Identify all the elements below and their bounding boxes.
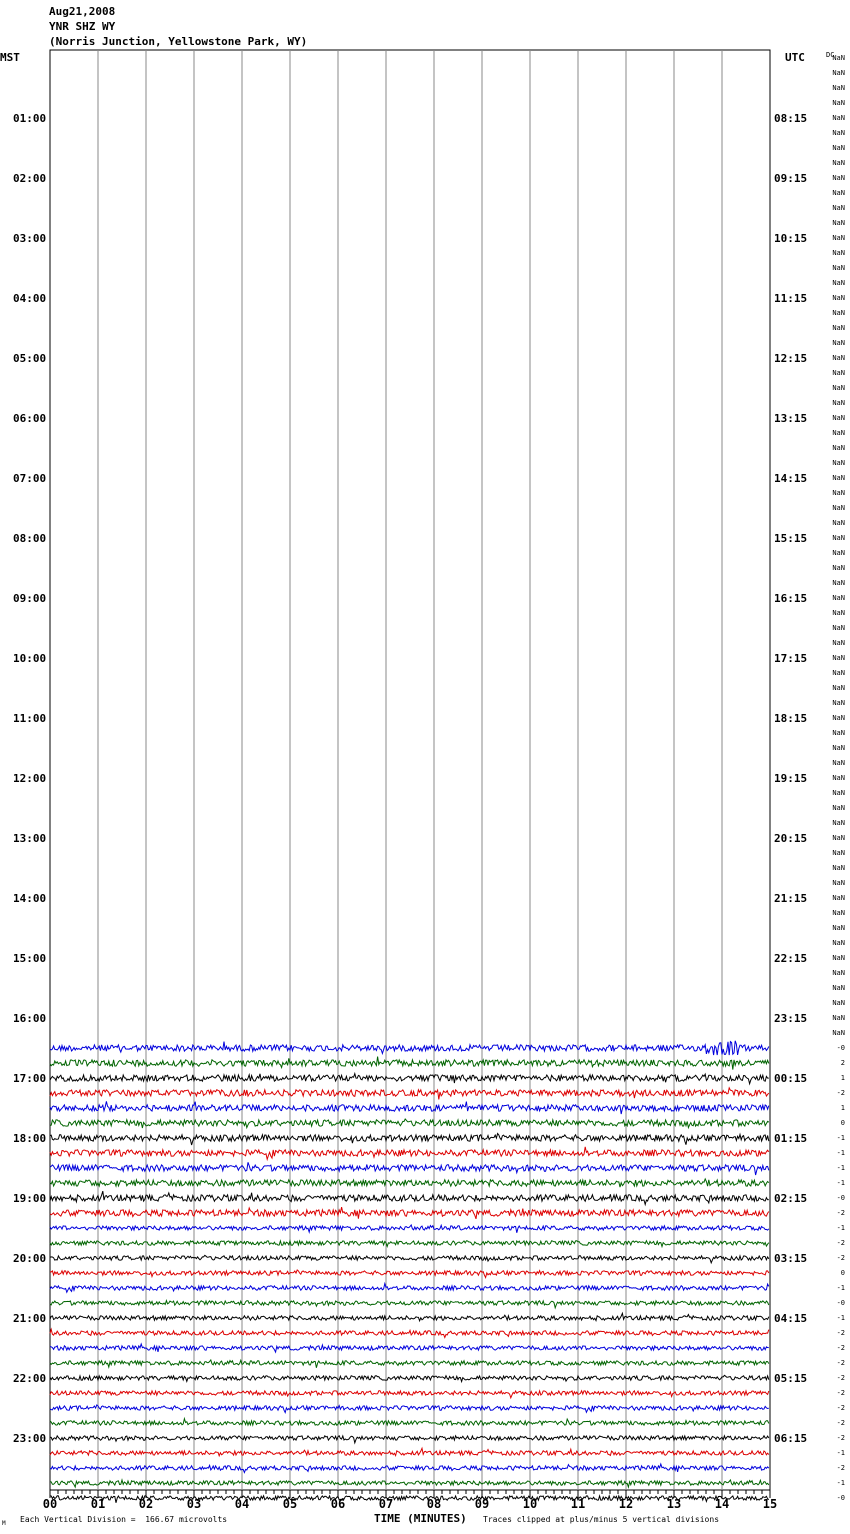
seismic-trace (50, 1241, 769, 1247)
dc-offset-value: NaN (832, 459, 845, 467)
mst-hour-label: 23:00 (13, 1432, 47, 1445)
dc-offset-value: NaN (832, 384, 845, 392)
x-tick-label: 02 (138, 1497, 154, 1511)
dc-offset-value: NaN (832, 309, 845, 317)
mst-hour-label: 02:00 (13, 172, 47, 185)
seismic-trace (50, 1270, 769, 1278)
dc-offset-value: NaN (832, 159, 845, 167)
dc-offset-value: NaN (832, 729, 845, 737)
utc-hour-label: 19:15 (774, 772, 808, 785)
dc-offset-value: 2 (840, 1059, 845, 1067)
dc-offset-value: NaN (832, 369, 845, 377)
seismic-trace (50, 1496, 769, 1503)
seismic-trace (50, 1255, 769, 1263)
dc-offset-value: -1 (836, 1134, 845, 1142)
mst-hour-label: 18:00 (13, 1132, 47, 1145)
dc-offset-value: NaN (832, 654, 845, 662)
dc-offset-value: NaN (832, 264, 845, 272)
left-axis-label: MST (0, 51, 20, 64)
seismic-trace (50, 1464, 769, 1473)
seismic-trace (50, 1191, 769, 1204)
utc-hour-label: 15:15 (774, 532, 808, 545)
dc-offset-value: -0 (836, 1494, 845, 1502)
dc-offset-value: NaN (832, 339, 845, 347)
mst-hour-label: 20:00 (13, 1252, 47, 1265)
seismic-trace (50, 1041, 769, 1055)
mst-hour-label: 21:00 (13, 1312, 47, 1325)
dc-offset-value: -1 (836, 1149, 845, 1157)
dc-offset-value: -1 (836, 1179, 845, 1187)
dc-offset-value: NaN (832, 1029, 845, 1037)
dc-offset-value: NaN (832, 804, 845, 812)
x-tick-label: 12 (618, 1497, 634, 1511)
utc-hour-label: 09:15 (774, 172, 808, 185)
dc-offset-value: -1 (836, 1314, 845, 1322)
dc-offset-value: NaN (832, 249, 845, 257)
utc-hour-label: 08:15 (774, 112, 808, 125)
dc-offset-value: 0 (840, 1269, 845, 1277)
dc-offset-value: NaN (832, 699, 845, 707)
dc-offset-value: 1 (840, 1104, 845, 1112)
x-tick-label: 14 (714, 1497, 730, 1511)
seismic-trace (50, 1101, 769, 1114)
utc-hour-label: 21:15 (774, 892, 808, 905)
x-tick-label: 10 (522, 1497, 538, 1511)
utc-hour-label: 13:15 (774, 412, 808, 425)
mst-hour-label: 14:00 (13, 892, 47, 905)
dc-offset-value: NaN (832, 474, 845, 482)
dc-offset-value: NaN (832, 864, 845, 872)
dc-label: DC (826, 51, 835, 59)
mst-hour-label: 08:00 (13, 532, 47, 545)
utc-hour-label: 05:15 (774, 1372, 808, 1385)
dc-offset-value: NaN (832, 774, 845, 782)
seismic-trace (50, 1448, 769, 1456)
dc-offset-value: -1 (836, 1479, 845, 1487)
location-label: (Norris Junction, Yellowstone Park, WY) (49, 35, 308, 48)
utc-hour-label: 03:15 (774, 1252, 808, 1265)
x-tick-label: 05 (282, 1497, 298, 1511)
x-tick-label: 03 (186, 1497, 202, 1511)
mst-hour-label: 09:00 (13, 592, 47, 605)
mst-hour-label: 06:00 (13, 412, 47, 425)
dc-offset-value: NaN (832, 1014, 845, 1022)
dc-offset-value: NaN (832, 204, 845, 212)
dc-offset-value: NaN (832, 504, 845, 512)
dc-offset-value: NaN (832, 444, 845, 452)
dc-offset-value: NaN (832, 129, 845, 137)
seismic-trace (50, 1057, 769, 1070)
utc-hour-label: 01:15 (774, 1132, 808, 1145)
utc-hour-label: 22:15 (774, 952, 808, 965)
dc-offset-value: NaN (832, 489, 845, 497)
dc-offset-value: NaN (832, 894, 845, 902)
dc-offset-value: NaN (832, 579, 845, 587)
x-axis-title: TIME (MINUTES) (374, 1512, 467, 1525)
mst-hour-label: 01:00 (13, 112, 47, 125)
dc-offset-value: NaN (832, 234, 845, 242)
dc-offset-value: NaN (832, 669, 845, 677)
dc-offset-value: -0 (836, 1194, 845, 1202)
dc-offset-value: NaN (832, 909, 845, 917)
mst-hour-label: 05:00 (13, 352, 47, 365)
seismic-trace (50, 1162, 769, 1175)
mst-hour-label: 15:00 (13, 952, 47, 965)
dc-offset-value: NaN (832, 54, 845, 62)
dc-offset-value: -2 (836, 1344, 845, 1352)
dc-offset-value: -2 (836, 1089, 845, 1097)
dc-offset-value: NaN (832, 819, 845, 827)
dc-offset-value: NaN (832, 939, 845, 947)
clip-note: Traces clipped at plus/minus 5 vertical divisions (483, 1515, 720, 1524)
mst-hour-label: 22:00 (13, 1372, 47, 1385)
seismic-trace (50, 1344, 769, 1352)
utc-hour-label: 17:15 (774, 652, 808, 665)
seismic-trace (50, 1405, 769, 1413)
utc-hour-label: 16:15 (774, 592, 808, 605)
seismic-trace (50, 1225, 769, 1233)
dc-offset-value: NaN (832, 789, 845, 797)
dc-offset-value: -2 (836, 1209, 845, 1217)
dc-offset-value: NaN (832, 564, 845, 572)
utc-hour-label: 00:15 (774, 1072, 808, 1085)
seismic-trace (50, 1329, 769, 1337)
x-tick-label: 13 (666, 1497, 682, 1511)
mst-hour-label: 17:00 (13, 1072, 47, 1085)
dc-offset-value: NaN (832, 999, 845, 1007)
mst-hour-label: 03:00 (13, 232, 47, 245)
dc-offset-value: -2 (836, 1239, 845, 1247)
dc-offset-value: NaN (832, 624, 845, 632)
dc-offset-value: -1 (836, 1449, 845, 1457)
x-tick-label: 08 (426, 1497, 442, 1511)
utc-hour-label: 02:15 (774, 1192, 808, 1205)
x-tick-label: 11 (570, 1497, 586, 1511)
dc-offset-value: -2 (836, 1464, 845, 1472)
utc-hour-label: 10:15 (774, 232, 808, 245)
right-axis-label: UTC (785, 51, 805, 64)
dc-offset-value: -2 (836, 1389, 845, 1397)
mst-hour-label: 10:00 (13, 652, 47, 665)
station-label: YNR SHZ WY (49, 20, 116, 33)
mst-hour-label: 12:00 (13, 772, 47, 785)
seismic-trace (50, 1179, 769, 1187)
dc-offset-value: NaN (832, 954, 845, 962)
dc-offset-value: -0 (836, 1299, 845, 1307)
dc-offset-value: NaN (832, 924, 845, 932)
seismic-trace (50, 1419, 769, 1426)
utc-hour-label: 12:15 (774, 352, 808, 365)
dc-offset-value: NaN (832, 414, 845, 422)
seismic-trace (50, 1480, 769, 1487)
dc-offset-value: -2 (836, 1359, 845, 1367)
x-tick-label: 07 (378, 1497, 394, 1511)
dc-offset-value: -1 (836, 1284, 845, 1292)
seismic-trace (50, 1284, 769, 1293)
dc-offset-value: NaN (832, 714, 845, 722)
seismic-trace (50, 1360, 769, 1368)
dc-offset-value: NaN (832, 744, 845, 752)
utc-hour-label: 18:15 (774, 712, 808, 725)
date-label: Aug21,2008 (49, 5, 116, 18)
dc-offset-value: 0 (840, 1119, 845, 1127)
x-tick-label: 04 (234, 1497, 250, 1511)
dc-offset-value: NaN (832, 759, 845, 767)
dc-offset-value: -2 (836, 1419, 845, 1427)
dc-offset-value: NaN (832, 324, 845, 332)
mst-hour-label: 16:00 (13, 1012, 47, 1025)
seismic-trace (50, 1088, 769, 1100)
dc-offset-value: NaN (832, 849, 845, 857)
dc-offset-value: -0 (836, 1044, 845, 1052)
mst-hour-label: 04:00 (13, 292, 47, 305)
dc-offset-value: NaN (832, 429, 845, 437)
dc-offset-value: NaN (832, 834, 845, 842)
dc-offset-value: NaN (832, 84, 845, 92)
seismic-trace (50, 1375, 769, 1381)
x-tick-label: 15 (762, 1497, 778, 1511)
dc-offset-value: NaN (832, 879, 845, 887)
dc-offset-value: NaN (832, 609, 845, 617)
seismic-trace (50, 1301, 769, 1308)
dc-offset-value: NaN (832, 144, 845, 152)
dc-offset-value: NaN (832, 69, 845, 77)
dc-offset-value: NaN (832, 549, 845, 557)
mst-hour-label: 07:00 (13, 472, 47, 485)
x-tick-label: 01 (90, 1497, 106, 1511)
utc-hour-label: 20:15 (774, 832, 808, 845)
utc-hour-label: 04:15 (774, 1312, 808, 1325)
dc-offset-value: NaN (832, 639, 845, 647)
x-tick-label: 00 (42, 1497, 58, 1511)
x-tick-label: 06 (330, 1497, 346, 1511)
seismic-trace (50, 1207, 769, 1219)
seismic-trace (50, 1436, 769, 1443)
dc-offset-value: NaN (832, 519, 845, 527)
seismic-trace (50, 1391, 769, 1398)
dc-offset-value: -1 (836, 1164, 845, 1172)
dc-offset-value: 1 (840, 1074, 845, 1082)
mst-hour-label: 13:00 (13, 832, 47, 845)
utc-hour-label: 06:15 (774, 1432, 808, 1445)
dc-offset-value: NaN (832, 984, 845, 992)
dc-offset-value: -2 (836, 1329, 845, 1337)
dc-offset-value: -1 (836, 1224, 845, 1232)
seismic-trace (50, 1074, 769, 1084)
dc-offset-value: NaN (832, 279, 845, 287)
seismic-trace (50, 1313, 769, 1321)
dc-offset-value: NaN (832, 399, 845, 407)
corner-mark: M (2, 1520, 6, 1527)
utc-hour-label: 14:15 (774, 472, 808, 485)
dc-offset-value: NaN (832, 99, 845, 107)
seismic-trace (50, 1119, 769, 1128)
utc-hour-label: 11:15 (774, 292, 808, 305)
dc-offset-value: -2 (836, 1404, 845, 1412)
mst-hour-label: 19:00 (13, 1192, 47, 1205)
dc-offset-value: -2 (836, 1254, 845, 1262)
dc-offset-value: NaN (832, 189, 845, 197)
dc-offset-value: NaN (832, 294, 845, 302)
x-tick-label: 09 (474, 1497, 490, 1511)
dc-offset-value: NaN (832, 219, 845, 227)
dc-offset-value: NaN (832, 174, 845, 182)
dc-offset-value: NaN (832, 354, 845, 362)
dc-offset-value: NaN (832, 114, 845, 122)
utc-hour-label: 23:15 (774, 1012, 808, 1025)
mst-hour-label: 11:00 (13, 712, 47, 725)
dc-offset-value: NaN (832, 594, 845, 602)
dc-offset-value: NaN (832, 684, 845, 692)
dc-offset-value: -2 (836, 1374, 845, 1382)
dc-offset-value: NaN (832, 969, 845, 977)
scale-note: Each Vertical Division = 166.67 microvolts (20, 1515, 228, 1524)
seismic-trace (50, 1147, 769, 1160)
dc-offset-value: -2 (836, 1434, 845, 1442)
seismic-trace (50, 1134, 769, 1146)
dc-offset-value: NaN (832, 534, 845, 542)
